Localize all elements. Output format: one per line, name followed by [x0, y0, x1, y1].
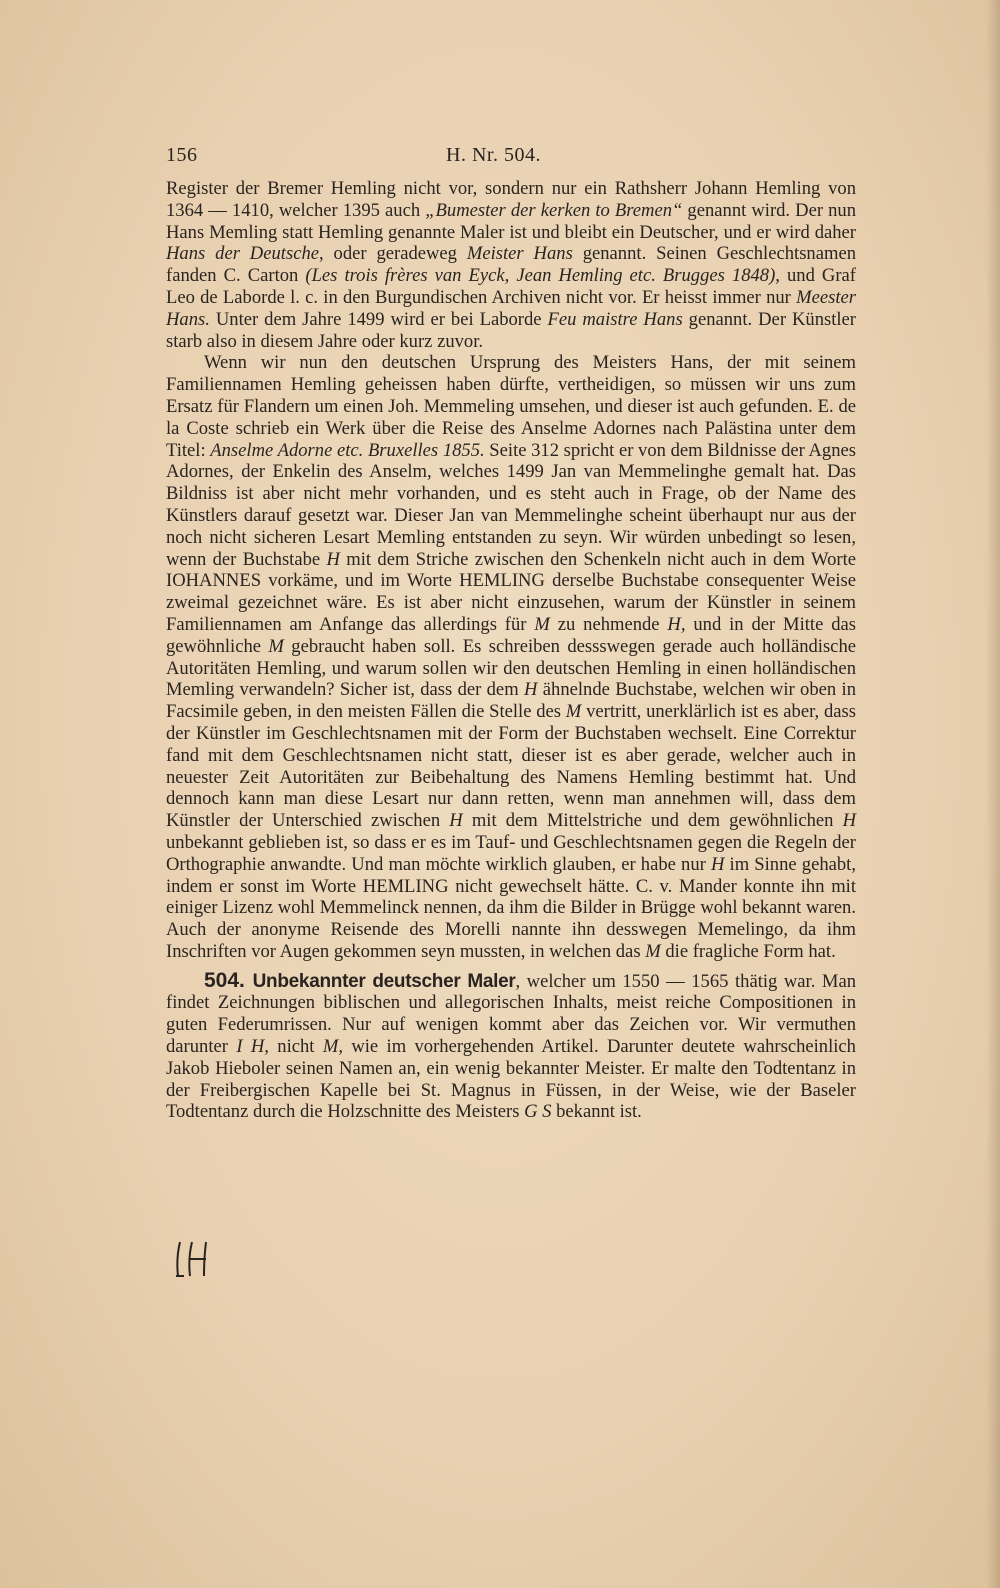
italic-span: H: [710, 853, 725, 875]
text-span: Seite 312 spricht er von dem Bildnisse der Agnes Adornes, der Enkelin des Anselm, welches 1499 Jan van Memmelinghe gemalt hat. Das Bildniss ist aber nicht mehr vorhanden, und es steht auch in Frage, ob der Name des Künstlers darauf gesetzt war. Dieser Jan van Memmelinghe scheint überhaupt nur aus der noch nicht sicheren Lesart Memling entstanden zu seyn. Wir würden unbedingt so lesen, wenn der Buchstabe: [166, 439, 856, 570]
text-span: , welcher um 1550 — 1565 thätig war. Man findet Zeichnungen biblischen und allegorischen Inhalts, meist reiche Compositionen in guten Federumrissen. Nur auf wenigen kommt aber das Zeichen vor. Wir vermuthen darunter: [166, 970, 857, 1058]
text-span: , oder geradeweg: [319, 243, 467, 265]
paragraph-1: [166, 178, 856, 352]
running-head: H. Nr. 504.: [446, 144, 541, 166]
entry-heading: 504. Unbekannter deutscher Maler, welcher um 1550 — 1565 thätig war. Man findet Zeichnungen biblischen und allegorischen Inhalts, meist reiche Compositionen in guten Federumrissen. Nur auf wenigen kommt aber das Zeichen vor. Wir vermuthen darunter I H, nicht M, wie im vorhergehenden Artikel. Darunter deutete wahrscheinlich Jakob Hieboler seinen Namen an, ein wenig bekannter Meister. Er malte den Todtentanz in der Freibergischen Kapelle bei St. Magnus in Füssen, in der Weise, wie der Baseler Todtentanz durch die Holzschnitte des Meisters G S bekannt ist.: [166, 968, 857, 1123]
entry-number: 504: [204, 968, 240, 992]
italic-span: Meester Hans.: [166, 286, 856, 330]
text-span: Unter dem Jahre 1499 wird er bei Laborde: [209, 308, 548, 330]
italic-span: H: [524, 679, 538, 701]
text-span: Wenn wir nun den deutschen Ursprung des Meisters Hans, der mit seinem Familiennamen Hemling geheissen haben dürfte, vertheidigen, so müssen wir uns zum Ersatz für Flandern um einen Joh. Memmeling umsehen, und dieser ist auch gefunden. E. de la Coste schrieb ein Werk über die Reise des Anselme Adornes nach Palästina unter dem Titel:: [166, 352, 856, 461]
text-span: genannt. Der Künstler starb also in diesem Jahre oder kurz zuvor.: [166, 308, 856, 352]
italic-span: „Bumester der kerken to Bremen“: [425, 199, 683, 221]
monogram-ih-icon: [166, 1236, 224, 1282]
text-span: im Sinne gehabt, indem er sonst im Worte HEMLING nicht gewechselt hätte. C. v. Mander konnte ihn mit einiger Lizenz wohl Memmelinck nennen, da ihm die Bilder in Brügge wohl bekannt waren. Auch der anonyme Reisende des Morelli nannte ihn desswegen Memelingo, da ihm Inschriften vor Augen gekommen seyn mussten, in welchen das: [166, 853, 856, 962]
italic-span: Meister Hans: [466, 243, 573, 265]
text-span: gebraucht haben soll. Es schreiben dessswegen gerade auch holländische Autoritäten Hemling, und warum sollen wir den deutschen Hemling in einen holländischen Memling verwandeln? Sicher ist, dass der dem: [166, 635, 856, 701]
italic-span: Feu maistre Hans: [547, 308, 683, 330]
paragraph-2: [166, 352, 856, 962]
text-span: , und Graf Leo de Laborde l. c. in den Burgundischen Archiven nicht vor. Er heisst immer nur: [166, 265, 856, 308]
italic-span: M,: [322, 1036, 343, 1058]
text-span: genannt wird. Der nun Hans Memling statt Hemling genannte Maler ist und bleibt ein Deutscher, und er wird daher: [166, 199, 856, 243]
italic-span: M: [534, 613, 550, 635]
entry-504: [166, 970, 856, 1124]
italic-span: H: [842, 810, 857, 832]
monogram-mark: [166, 1236, 224, 1282]
text-span: und in der Mitte das gewöhnliche: [166, 613, 856, 657]
italic-span: G S: [524, 1101, 552, 1123]
italic-span: M: [565, 701, 582, 723]
text-span: ähnelnde Buchstabe, welchen wir oben in Facsimile geben, in den meisten Fällen die Stelle des: [166, 679, 856, 723]
italic-span: H,: [667, 613, 686, 635]
page-header: [166, 140, 856, 170]
italic-span: (Les trois frères van Eyck, Jean Hemling etc. Brugges 1848): [305, 265, 776, 287]
italic-span: M: [645, 940, 661, 962]
italic-span: H: [326, 548, 340, 570]
text-span: mit dem Striche zwischen den Schenkeln nicht auch in dem Worte IOHANNES vorkäme, und im Worte HEMLING derselbe Buchstabe consequenter Weise zweimal gezeichnet wäre. Es ist aber nicht einzusehen, warum der Künstler in seinem Familiennamen am Anfange das allerdings für: [166, 548, 856, 635]
italic-span: I H,: [236, 1036, 269, 1058]
text-span: die fragliche Form hat.: [660, 940, 836, 962]
body-text: [166, 178, 856, 1123]
text-span: mit dem Mittelstriche und dem gewöhnlichen: [462, 810, 843, 832]
text-span: vertritt, unerklärlich ist es aber, dass der Künstler im Geschlechtsnamen mit der Form der Buchstaben wechselt. Eine Correktur fand mit dem Geschlechtsnamen nicht statt, dieser ist es aber gerade, welcher auch in neuester Zeit Autoritäten zur Beibehaltung des Namens Hemling bestimmt hat. Und dennoch kann man diese Lesart nur dann retten, wenn man annehmen will, dass dem Künstler der Unterschied zwischen: [166, 701, 856, 832]
page-number: 156: [166, 144, 198, 166]
entry-title: Unbekannter deutscher Maler: [252, 970, 516, 992]
text-span: bekannt ist.: [551, 1101, 642, 1123]
italic-span: Anselme Adorne etc. Bruxelles 1855.: [210, 439, 485, 461]
text-span: zu nehmende: [549, 613, 668, 635]
italic-span: H: [449, 810, 463, 832]
text-span: genannt. Seinen Geschlechtsnamen fanden C. Carton: [166, 243, 856, 287]
page-edge-shadow: [986, 0, 1000, 1588]
italic-span: M: [268, 635, 284, 657]
text-span: wie im vorhergehenden Artikel. Darunter deutete wahrscheinlich Jakob Hieboler seinen Namen an, ein wenig bekannter Meister. Er malte den Todtentanz in der Freibergischen Kapelle bei St. Magnus in Füssen, in der Weise, wie der Baseler Todtentanz durch die Holzschnitte des Meisters: [166, 1036, 856, 1123]
text-span: Register der Bremer Hemling nicht vor, sondern nur ein Rathsherr Johann Hemling von 1364 — 1410, welcher 1395 auch: [166, 178, 856, 221]
italic-span: Hans der Deutsche: [166, 243, 319, 265]
text-span: nicht: [268, 1036, 323, 1058]
text-span: unbekannt geblieben ist, so dass er es im Tauf- und Geschlechtsnamen gegen die Regeln der Orthographie anwandte. Und man möchte wirklich glauben, er habe nur: [166, 831, 856, 875]
